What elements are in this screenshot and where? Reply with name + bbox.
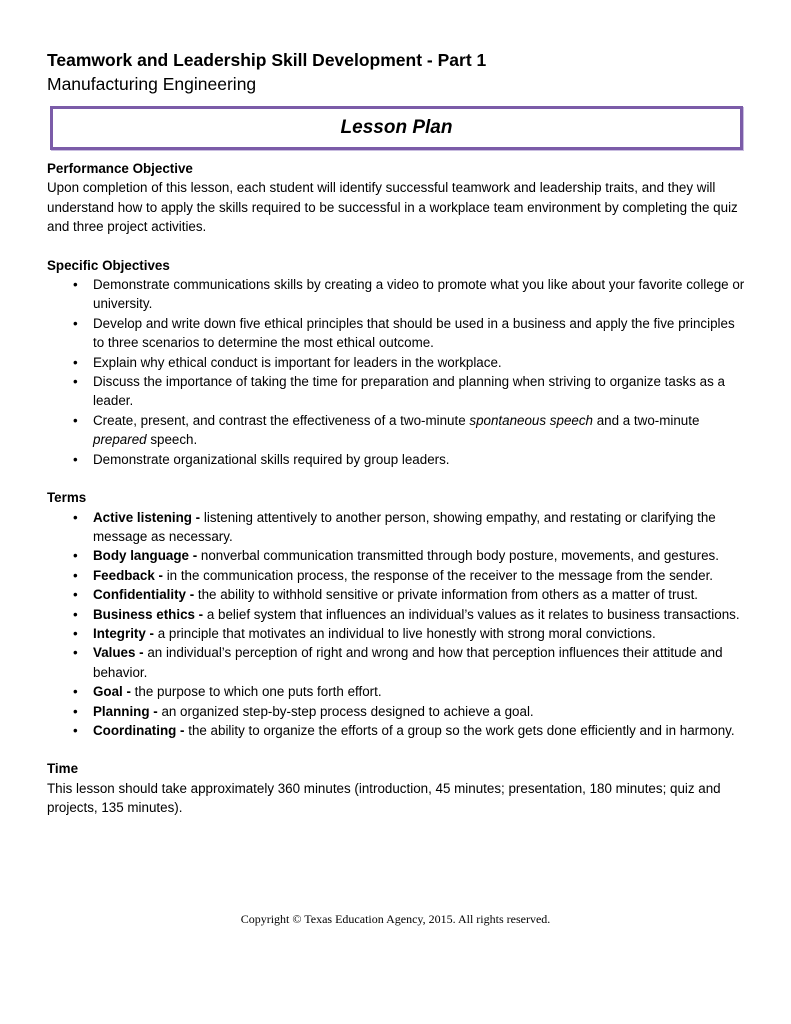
term-name: Values - (93, 645, 144, 661)
term-definition: the ability to withhold sensitive or private information from others as a matter of trust. (194, 587, 699, 603)
term-item (47, 702, 747, 721)
terms-heading: Terms (47, 490, 87, 506)
objective-item (47, 275, 747, 314)
objective-item (47, 450, 747, 469)
specific-objectives-list (47, 275, 747, 469)
term-name: Active listening - (93, 509, 201, 525)
objective-text: Demonstrate communications skills by creating a video to promote what you like about your favorite college or university. (93, 277, 745, 312)
bullet-dot-icon: • (73, 703, 78, 719)
term-name: Feedback - (93, 567, 163, 583)
document-title: Teamwork and Leadership Skill Development - Part 1 (47, 50, 487, 70)
term-definition: a belief system that influences an individual’s values as it relates to business transactions. (203, 606, 740, 622)
objective-item (47, 314, 747, 353)
term-item (47, 566, 747, 585)
objective-text: prepared (93, 432, 147, 448)
bullet-dot-icon: • (73, 587, 78, 603)
objective-text: Explain why ethical conduct is important for leaders in the workplace. (93, 354, 502, 370)
time-text: This lesson should take approximately 360 minutes (introduction, 45 minutes; presentation, 180 minutes; quiz and projects, 135 minutes). (47, 780, 721, 816)
term-name: Goal - (93, 684, 131, 700)
term-name: Business ethics - (93, 606, 204, 622)
banner-label: Lesson Plan (340, 117, 453, 138)
term-name: Planning - (93, 703, 158, 719)
bullet-dot-icon: • (73, 548, 78, 564)
term-definition: nonverbal communication transmitted through body posture, movements, and gestures. (197, 548, 719, 564)
performance-objective-text: Upon completion of this lesson, each student will identify successful teamwork and leadership traits, and they will understand how to apply the skills required to be successful in a workplace team environment by completing the quiz and three project activities. (47, 180, 738, 235)
time-section (47, 759, 747, 817)
term-definition: the purpose to which one puts forth effort. (130, 684, 382, 700)
performance-objective-section (47, 159, 747, 237)
term-definition: listening attentively to another person, showing empathy, and restating or clarifying the message as necessary. (93, 509, 716, 544)
term-item (47, 682, 747, 701)
term-definition: an individual’s perception of right and wrong and how that perception influences their attitude and behavior. (93, 645, 723, 680)
terms-list (47, 508, 747, 741)
terms-section (47, 488, 747, 740)
time-heading: Time (47, 761, 79, 777)
specific-objectives-heading: Specific Objectives (47, 257, 170, 273)
bullet-dot-icon: • (73, 509, 78, 525)
objective-text: and a two-minute (592, 412, 700, 428)
term-definition: the ability to organize the efforts of a group so the work gets done efficiently and in harmony. (184, 722, 735, 738)
bullet-dot-icon: • (73, 722, 78, 738)
term-definition: a principle that motivates an individual to live honestly with strong moral convictions. (154, 625, 656, 641)
objective-text: Discuss the importance of taking the time for preparation and planning when striving to organize tasks as a leader. (93, 374, 725, 409)
bullet-dot-icon: • (73, 684, 78, 700)
bullet-dot-icon: • (73, 277, 78, 293)
bullet-dot-icon: • (73, 315, 78, 331)
document-subtitle: Manufacturing Engineering (47, 74, 257, 94)
term-definition: an organized step-by-step process designed to achieve a goal. (157, 703, 534, 719)
term-name: Body language - (93, 548, 198, 564)
objective-item (47, 411, 747, 450)
objective-text: Develop and write down five ethical principles that should be used in a business and apply the five principles to three scenarios to determine the most ethical outcome. (93, 315, 735, 351)
lesson-plan-page (47, 48, 747, 818)
bullet-dot-icon: • (73, 645, 78, 661)
lesson-plan-banner (50, 106, 743, 150)
objective-text: Demonstrate organizational skills required by group leaders. (93, 451, 450, 467)
term-name: Confidentiality - (93, 587, 195, 603)
performance-objective-heading: Performance Objective (47, 161, 193, 176)
term-name: Coordinating - (93, 722, 185, 738)
bullet-dot-icon: • (73, 374, 78, 390)
term-item (47, 585, 747, 604)
term-item (47, 721, 747, 740)
term-name: Integrity - (93, 625, 155, 641)
specific-objectives-section (47, 256, 747, 469)
objective-text: spontaneous speech (469, 412, 593, 428)
objective-text: speech. (146, 432, 198, 448)
bullet-dot-icon: • (73, 451, 78, 467)
bullet-dot-icon: • (73, 606, 78, 622)
term-definition: in the communication process, the response of the receiver to the message from the sender. (162, 567, 714, 583)
bullet-dot-icon: • (73, 354, 78, 370)
bullet-dot-icon: • (73, 625, 78, 641)
objective-item (47, 353, 747, 372)
copyright-notice: Copyright © Texas Education Agency, 2015. All rights reserved. (240, 912, 551, 926)
objective-item (47, 372, 747, 411)
bullet-dot-icon: • (73, 412, 78, 428)
objective-text: Create, present, and contrast the effectiveness of a two-minute (93, 412, 470, 428)
bullet-dot-icon: • (73, 567, 78, 583)
term-item (47, 624, 747, 643)
term-item (47, 643, 747, 682)
term-item (47, 508, 747, 547)
term-item (47, 546, 747, 565)
term-item (47, 605, 747, 624)
